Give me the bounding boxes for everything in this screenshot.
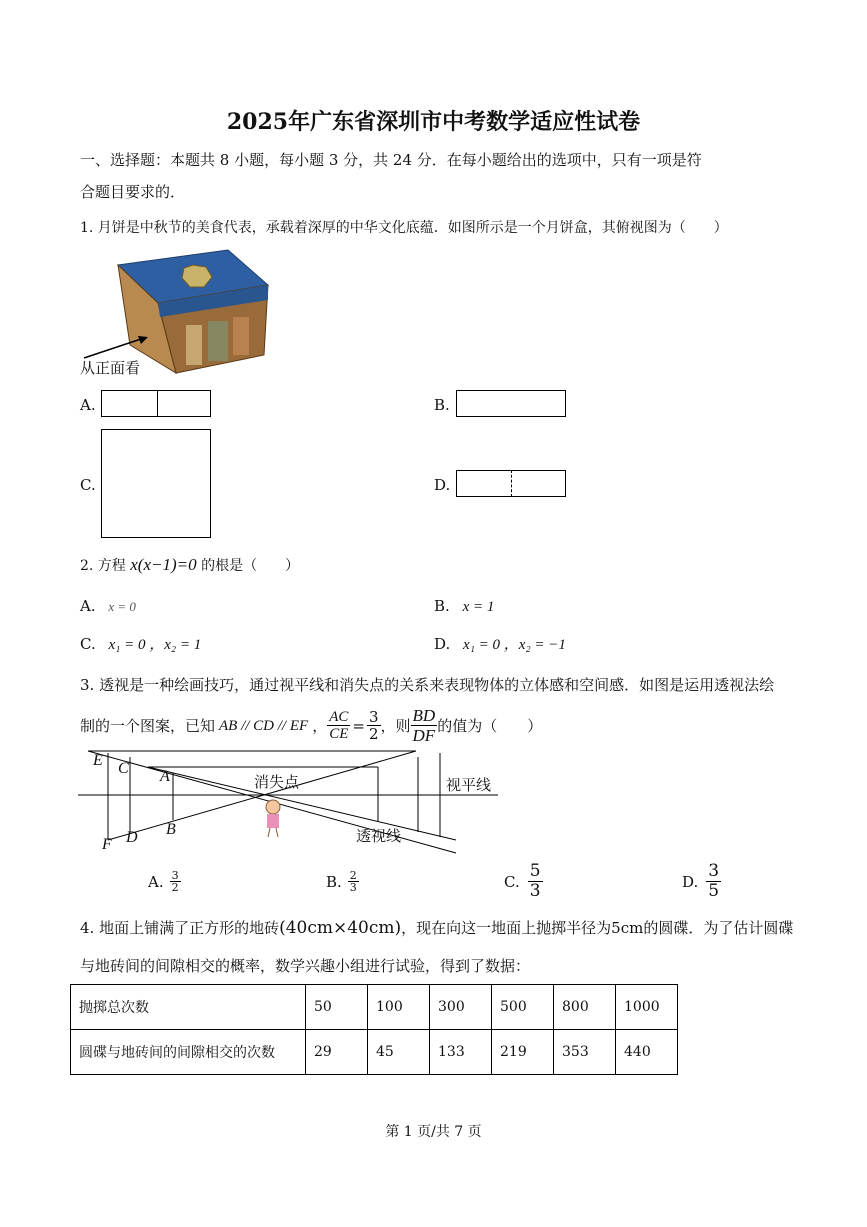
horizon-label: 视平线 bbox=[446, 776, 492, 794]
q3-ratio-ac-ce: $\frac{AC}{CE}$ bbox=[329, 709, 349, 742]
q3-ratio-bd-df: $\frac{BD}{DF}$ bbox=[412, 706, 436, 745]
table-cell: 100 bbox=[368, 985, 430, 1030]
vanishing-point-label: 消失点 bbox=[254, 773, 300, 791]
q2-stem bbox=[80, 555, 299, 576]
q2-option-d: D. x₁ = 0 ，x₂ = −1 bbox=[434, 635, 566, 653]
q3-ratio-value: $\frac{3}{2}$ bbox=[368, 708, 379, 743]
perspective-line-3 bbox=[148, 767, 456, 840]
table-cell: 219 bbox=[492, 1030, 554, 1075]
table-cell: 1000 bbox=[616, 985, 678, 1030]
q1-option-c-label: C. bbox=[80, 476, 96, 494]
table-cell: 800 bbox=[554, 985, 616, 1030]
q2-stem-prefix: 2. 方程 bbox=[80, 558, 126, 574]
table-cell: 440 bbox=[616, 1030, 678, 1075]
table-row bbox=[71, 985, 678, 1030]
q1-option-b-label: B. bbox=[434, 396, 450, 414]
child-figure-body bbox=[267, 814, 279, 828]
page-title: 2025年广东省深圳市中考数学适应性试卷 bbox=[226, 109, 641, 135]
perspective-line-label: 透视线 bbox=[356, 827, 402, 845]
table-cell: 500 bbox=[492, 985, 554, 1030]
q1-option-a-shape bbox=[101, 390, 211, 417]
table-cell: 29 bbox=[306, 1030, 368, 1075]
table-cell: 133 bbox=[430, 1030, 492, 1075]
table-cell: 抛掷总次数 bbox=[71, 985, 306, 1030]
q2-option-c: C. x₁ = 0 ，x₂ = 1 bbox=[80, 635, 202, 653]
section-instructions-line2: 合题目要求的． bbox=[80, 183, 186, 201]
q1-stem: 1. 月饼是中秋节的美食代表，承载着深厚的中华文化底蕴．如图所示是一个月饼盒，其俯视图为（ ） bbox=[80, 220, 728, 236]
q2-option-b: B. x = 1 bbox=[434, 597, 495, 615]
table-cell: 300 bbox=[430, 985, 492, 1030]
q1-option-b-shape bbox=[456, 390, 566, 417]
label-f: F bbox=[102, 836, 112, 853]
table-cell: 50 bbox=[306, 985, 368, 1030]
q3-option-b: B. $\frac{2}{3}$ bbox=[326, 869, 357, 894]
label-b: B bbox=[166, 821, 176, 838]
q1-option-d-label: D. bbox=[434, 476, 451, 494]
q1-option-a-label: A. bbox=[80, 396, 96, 414]
q2-stem-suffix: 的根是（ ） bbox=[201, 558, 300, 574]
q4-data-table bbox=[70, 984, 678, 1075]
label-c: C bbox=[118, 760, 129, 777]
q1-option-c-shape bbox=[101, 429, 211, 538]
q3-option-d: D. $\frac{3}{5}$ bbox=[682, 861, 720, 901]
q2-equation: x(x−1)=0 bbox=[130, 555, 197, 574]
q4-line2: 与地砖间的间隙相交的概率，数学兴趣小组进行试验，得到了数据： bbox=[80, 957, 531, 975]
q3-line2: 制的一个图案，已知 AB // CD // EF ， $\frac{AC}{CE}$ = $\frac{3}{2}$ ，则 $\frac{BD}{DF}$ 的值为（ ） bbox=[80, 706, 543, 745]
table-cell: 45 bbox=[368, 1030, 430, 1075]
q3-option-a: A. $\frac{3}{2}$ bbox=[148, 869, 179, 894]
label-a: A bbox=[160, 768, 170, 785]
child-figure-icon bbox=[266, 800, 280, 814]
q1-figure-caption: 从正面看 bbox=[80, 359, 141, 377]
page-footer: 第 1 页/共 7 页 bbox=[385, 1124, 482, 1140]
q3-option-c: C. $\frac{5}{3}$ bbox=[504, 861, 541, 901]
q3-parallel-condition: AB // CD // EF bbox=[219, 717, 309, 734]
q4-tile-size: (40cm×40cm) bbox=[279, 918, 402, 938]
table-cell: 圆碟与地砖间的间隙相交的次数 bbox=[71, 1030, 306, 1075]
table-cell: 353 bbox=[554, 1030, 616, 1075]
perspective-diagram bbox=[78, 745, 498, 855]
label-e: E bbox=[93, 752, 103, 769]
q2-option-a: A. x = 0 bbox=[80, 597, 136, 615]
q4-line1: 4. 地面上铺满了正方形的地砖(40cm×40cm)，现在向这一地面上抛掷半径为5cm的圆碟．为了估计圆碟 bbox=[80, 918, 794, 938]
section-instructions-line1: 一、选择题：本题共 8 小题，每小题 3 分，共 24 分．在每小题给出的选项中，只有一项是符 bbox=[80, 151, 702, 169]
q1-option-d-dashed-divider bbox=[511, 470, 512, 497]
q3-line1: 3. 透视是一种绘画技巧，通过视平线和消失点的关系来表现物体的立体感和空间感．如图是运用透视法绘 bbox=[80, 676, 775, 694]
q1-option-a-divider bbox=[157, 390, 158, 417]
label-d: D bbox=[126, 829, 138, 846]
table-row bbox=[71, 1030, 678, 1075]
